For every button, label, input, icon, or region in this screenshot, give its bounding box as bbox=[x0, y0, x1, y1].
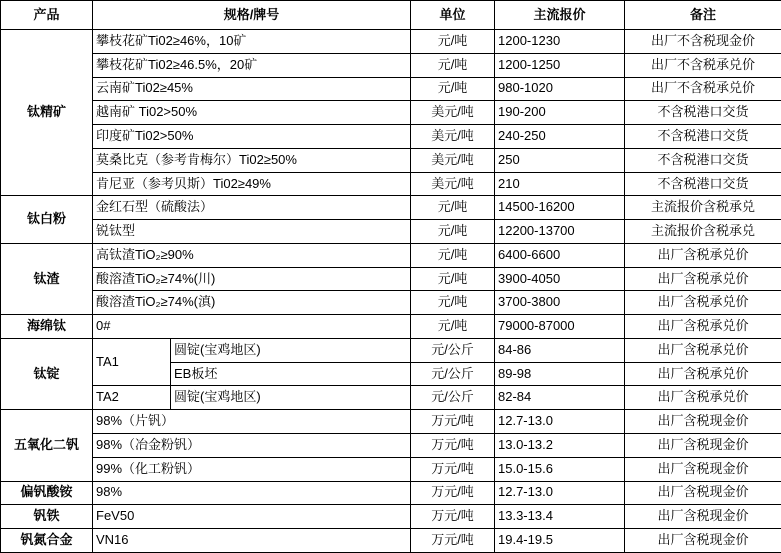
table-row bbox=[1, 338, 781, 362]
table-row bbox=[1, 172, 781, 196]
spec-cell: 金红石型（硫酸法） bbox=[93, 196, 411, 220]
column-header-spec: 规格/牌号 bbox=[93, 1, 411, 30]
price-cell: 82-84 bbox=[495, 386, 625, 410]
unit-cell: 万元/吨 bbox=[411, 410, 495, 434]
product-cell-ferrovanadium: 钒铁 bbox=[1, 505, 93, 529]
table-row bbox=[1, 481, 781, 505]
unit-cell: 元/吨 bbox=[411, 77, 495, 101]
spec-cell: 肯尼亚（参考贝斯）Ti02≥49% bbox=[93, 172, 411, 196]
unit-cell: 元/公斤 bbox=[411, 338, 495, 362]
spec-cell: 0# bbox=[93, 315, 411, 339]
product-cell-vanadium-nitrogen-alloy: 钒氮合金 bbox=[1, 529, 93, 553]
note-cell: 主流报价含税承兑 bbox=[625, 196, 781, 220]
table-body bbox=[1, 30, 781, 553]
spec-cell: 锐钛型 bbox=[93, 220, 411, 244]
unit-cell: 元/吨 bbox=[411, 196, 495, 220]
unit-cell: 万元/吨 bbox=[411, 481, 495, 505]
unit-cell: 美元/吨 bbox=[411, 125, 495, 149]
unit-cell: 美元/吨 bbox=[411, 172, 495, 196]
spec-cell: 攀枝花矿Ti02≥46%，10矿 bbox=[93, 30, 411, 54]
note-cell: 出厂含税现金价 bbox=[625, 457, 781, 481]
spec-cell: 越南矿 Ti02>50% bbox=[93, 101, 411, 125]
spec-cell-form: EB板坯 bbox=[171, 362, 411, 386]
unit-cell: 万元/吨 bbox=[411, 529, 495, 553]
spec-cell-form: 圆锭(宝鸡地区) bbox=[171, 338, 411, 362]
table-row bbox=[1, 410, 781, 434]
price-cell: 89-98 bbox=[495, 362, 625, 386]
table-header-row bbox=[1, 1, 781, 30]
note-cell: 不含税港口交货 bbox=[625, 148, 781, 172]
column-header-unit: 单位 bbox=[411, 1, 495, 30]
note-cell: 出厂含税承兑价 bbox=[625, 315, 781, 339]
table-row bbox=[1, 148, 781, 172]
price-cell: 240-250 bbox=[495, 125, 625, 149]
price-cell: 12200-13700 bbox=[495, 220, 625, 244]
price-cell: 15.0-15.6 bbox=[495, 457, 625, 481]
spec-cell: 攀枝花矿Ti02≥46.5%，20矿 bbox=[93, 53, 411, 77]
spec-cell: 98%（冶金粉钒） bbox=[93, 434, 411, 458]
spec-cell-grade: TA1 bbox=[93, 338, 171, 386]
spec-cell: 莫桑比克（参考肯梅尔）Ti02≥50% bbox=[93, 148, 411, 172]
note-cell: 不含税港口交货 bbox=[625, 101, 781, 125]
table-row bbox=[1, 457, 781, 481]
spec-cell: 酸溶渣TiO₂≥74%(川) bbox=[93, 267, 411, 291]
note-cell: 主流报价含税承兑 bbox=[625, 220, 781, 244]
price-cell: 3700-3800 bbox=[495, 291, 625, 315]
spec-cell: 98%（片钒） bbox=[93, 410, 411, 434]
column-header-note: 备注 bbox=[625, 1, 781, 30]
unit-cell: 元/公斤 bbox=[411, 386, 495, 410]
price-cell: 19.4-19.5 bbox=[495, 529, 625, 553]
spec-cell: 印度矿Ti02>50% bbox=[93, 125, 411, 149]
table-row bbox=[1, 77, 781, 101]
table-row bbox=[1, 101, 781, 125]
note-cell: 出厂含税承兑价 bbox=[625, 243, 781, 267]
note-cell: 出厂含税承兑价 bbox=[625, 362, 781, 386]
price-cell: 210 bbox=[495, 172, 625, 196]
note-cell: 出厂含税承兑价 bbox=[625, 338, 781, 362]
product-cell-vanadium-pentoxide: 五氧化二钒 bbox=[1, 410, 93, 481]
note-cell: 不含税港口交货 bbox=[625, 172, 781, 196]
note-cell: 出厂含税现金价 bbox=[625, 410, 781, 434]
table-row bbox=[1, 505, 781, 529]
price-cell: 250 bbox=[495, 148, 625, 172]
table-row bbox=[1, 267, 781, 291]
table-row bbox=[1, 243, 781, 267]
note-cell: 出厂含税现金价 bbox=[625, 505, 781, 529]
unit-cell: 元/吨 bbox=[411, 291, 495, 315]
price-cell: 3900-4050 bbox=[495, 267, 625, 291]
product-cell-titanium-dioxide: 钛白粉 bbox=[1, 196, 93, 244]
table-row bbox=[1, 315, 781, 339]
unit-cell: 美元/吨 bbox=[411, 101, 495, 125]
price-cell: 14500-16200 bbox=[495, 196, 625, 220]
spec-cell: 98% bbox=[93, 481, 411, 505]
table-row bbox=[1, 434, 781, 458]
note-cell: 出厂含税现金价 bbox=[625, 529, 781, 553]
spec-cell: 酸溶渣TiO₂≥74%(滇) bbox=[93, 291, 411, 315]
price-cell: 13.0-13.2 bbox=[495, 434, 625, 458]
unit-cell: 元/吨 bbox=[411, 315, 495, 339]
unit-cell: 元/吨 bbox=[411, 220, 495, 244]
unit-cell: 万元/吨 bbox=[411, 505, 495, 529]
product-cell-titanium-sponge: 海绵钛 bbox=[1, 315, 93, 339]
unit-cell: 元/吨 bbox=[411, 53, 495, 77]
note-cell: 出厂含税承兑价 bbox=[625, 291, 781, 315]
spec-cell: 云南矿Ti02≥45% bbox=[93, 77, 411, 101]
table-row bbox=[1, 529, 781, 553]
spec-cell-grade: TA2 bbox=[93, 386, 171, 410]
price-cell: 13.3-13.4 bbox=[495, 505, 625, 529]
table-row bbox=[1, 30, 781, 54]
unit-cell: 万元/吨 bbox=[411, 434, 495, 458]
table-row bbox=[1, 220, 781, 244]
product-cell-titanium-slag: 钛渣 bbox=[1, 243, 93, 314]
price-cell: 980-1020 bbox=[495, 77, 625, 101]
unit-cell: 万元/吨 bbox=[411, 457, 495, 481]
spec-cell: VN16 bbox=[93, 529, 411, 553]
spec-cell: 99%（化工粉钒） bbox=[93, 457, 411, 481]
note-cell: 出厂不含税承兑价 bbox=[625, 77, 781, 101]
spec-cell: FeV50 bbox=[93, 505, 411, 529]
note-cell: 出厂不含税承兑价 bbox=[625, 53, 781, 77]
note-cell: 出厂含税承兑价 bbox=[625, 267, 781, 291]
table-row bbox=[1, 53, 781, 77]
column-header-product: 产品 bbox=[1, 1, 93, 30]
price-cell: 1200-1230 bbox=[495, 30, 625, 54]
unit-cell: 元/公斤 bbox=[411, 362, 495, 386]
note-cell: 不含税港口交货 bbox=[625, 125, 781, 149]
price-cell: 79000-87000 bbox=[495, 315, 625, 339]
unit-cell: 美元/吨 bbox=[411, 148, 495, 172]
price-cell: 6400-6600 bbox=[495, 243, 625, 267]
unit-cell: 元/吨 bbox=[411, 243, 495, 267]
note-cell: 出厂含税承兑价 bbox=[625, 386, 781, 410]
spec-cell: 高钛渣TiO₂≥90% bbox=[93, 243, 411, 267]
price-cell: 1200-1250 bbox=[495, 53, 625, 77]
product-cell-titanium-concentrate: 钛精矿 bbox=[1, 30, 93, 196]
table-header bbox=[1, 1, 781, 30]
note-cell: 出厂含税现金价 bbox=[625, 434, 781, 458]
price-cell: 84-86 bbox=[495, 338, 625, 362]
unit-cell: 元/吨 bbox=[411, 267, 495, 291]
table-row bbox=[1, 291, 781, 315]
price-cell: 12.7-13.0 bbox=[495, 481, 625, 505]
price-cell: 190-200 bbox=[495, 101, 625, 125]
unit-cell: 元/吨 bbox=[411, 30, 495, 54]
table-row bbox=[1, 125, 781, 149]
spec-cell-form: 圆锭(宝鸡地区) bbox=[171, 386, 411, 410]
price-cell: 12.7-13.0 bbox=[495, 410, 625, 434]
table-row bbox=[1, 196, 781, 220]
table-row bbox=[1, 386, 781, 410]
note-cell: 出厂不含税现金价 bbox=[625, 30, 781, 54]
note-cell: 出厂含税现金价 bbox=[625, 481, 781, 505]
column-header-price: 主流报价 bbox=[495, 1, 625, 30]
product-cell-titanium-ingot: 钛锭 bbox=[1, 338, 93, 409]
product-cell-ammonium-metavanadate: 偏钒酸铵 bbox=[1, 481, 93, 505]
